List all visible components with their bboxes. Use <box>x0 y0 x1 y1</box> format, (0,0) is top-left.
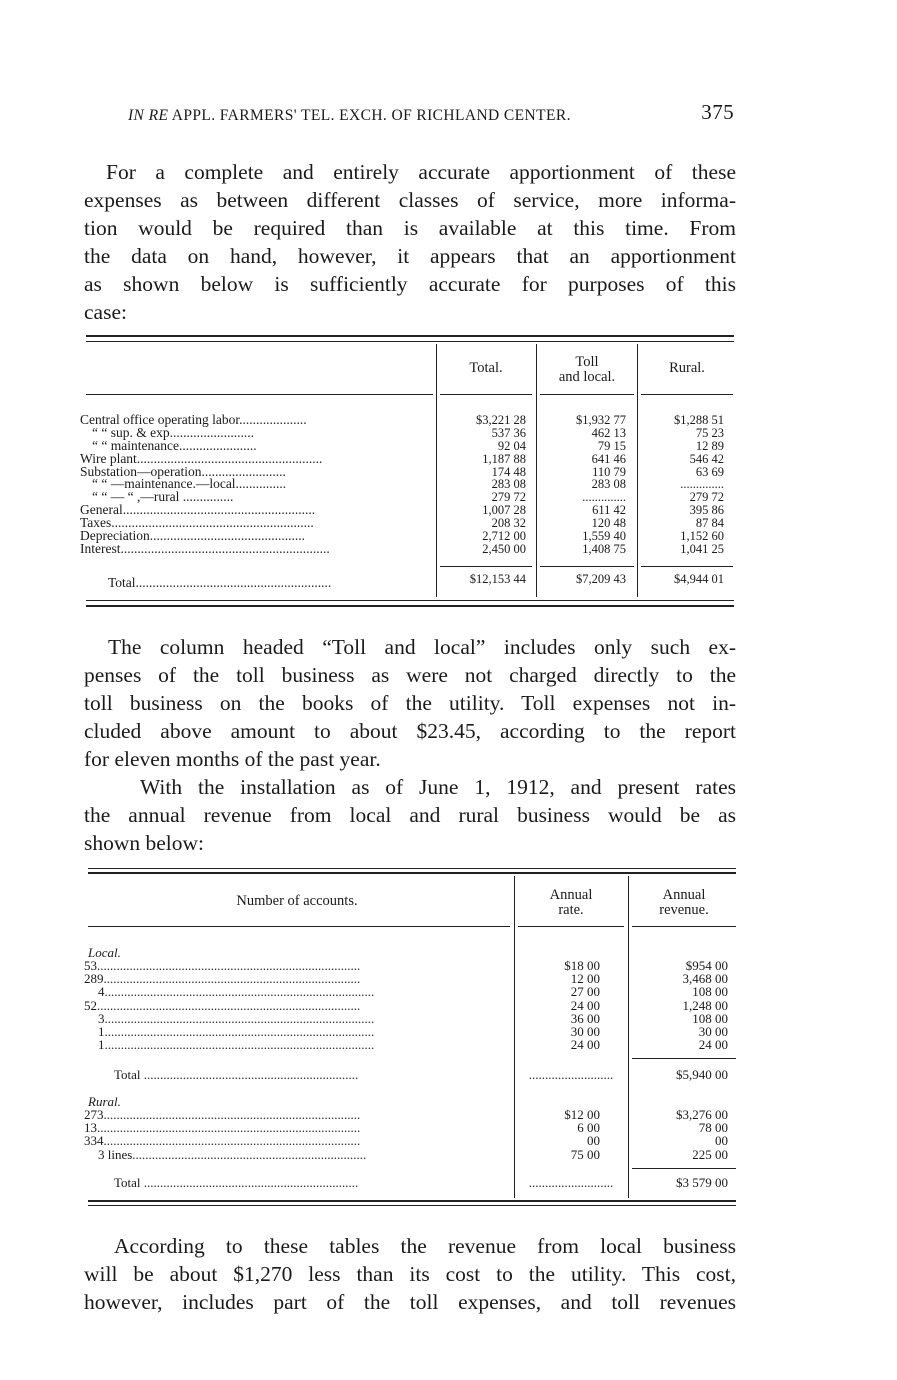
cell: 1,152 60 <box>680 529 724 544</box>
table-bottom-rule <box>86 600 734 601</box>
total-row-label: Total.......................................................... <box>108 577 332 590</box>
column-divider <box>536 344 537 597</box>
header-rate-line-2: rate. <box>558 902 584 918</box>
cell: 174 48 <box>491 464 526 479</box>
paragraph-line: tion would be required than is available at this time. From <box>84 216 736 240</box>
header-annual-rate <box>518 888 624 918</box>
local-revenues-column <box>636 959 728 1051</box>
cell: $1,932 77 <box>576 413 626 427</box>
expense-apportionment-table <box>78 330 738 620</box>
total-column <box>440 414 526 556</box>
row-label: 13................................................................................. <box>84 1120 361 1136</box>
header-revenue-line-2: revenue. <box>659 902 709 918</box>
cell: 24 00 <box>570 1037 600 1053</box>
running-title-rest: APPL. FARMERS' TEL. EXCH. OF RICHLAND CENTER. <box>171 107 571 124</box>
header-total <box>438 361 534 376</box>
cell: $1,288 51 <box>674 413 724 427</box>
cell: 1,408 75 <box>582 541 626 556</box>
local-row-labels <box>84 959 510 1051</box>
header-underline <box>641 394 733 395</box>
row-label: Interest.............................................................. <box>80 540 330 556</box>
row-label: 334............................................................................... <box>84 1133 361 1149</box>
row-label: 52................................................................................. <box>84 997 361 1013</box>
header-toll-local <box>538 355 636 385</box>
section-heading-rural: Rural. <box>88 1094 121 1109</box>
cell: 108 00 <box>692 1010 728 1026</box>
cell: 537 36 <box>491 425 526 440</box>
paragraph-line: cluded above amount to about $23.45, according to the report <box>84 719 736 743</box>
toll-local-column <box>540 414 626 556</box>
rural-total: $4,944 01 <box>674 572 724 586</box>
column-divider <box>637 344 638 597</box>
toll-local-total: $7,209 43 <box>576 572 626 586</box>
cell: 108 00 <box>692 984 728 1000</box>
cell: 6 00 <box>577 1120 600 1136</box>
paragraph-line: the data on hand, however, it appears that an apportionment <box>84 244 736 268</box>
table-bottom-rule-thin <box>88 1205 736 1206</box>
cell: $3,276 00 <box>676 1107 728 1122</box>
paragraph-4 <box>84 1232 736 1316</box>
cell: 75 00 <box>570 1146 600 1162</box>
header-total-line: Total. <box>469 360 503 376</box>
cell: 2,712 00 <box>482 529 526 544</box>
cell: 75 23 <box>695 425 724 440</box>
cell: 79 15 <box>597 438 626 453</box>
row-label: General......................................................... <box>80 502 316 518</box>
header-accounts: Number of accounts. <box>236 893 358 909</box>
revenue-table <box>82 862 738 1222</box>
paragraph-line: the annual revenue from local and rural business would be as <box>84 803 736 827</box>
cell: 546 42 <box>689 451 724 466</box>
paragraph-line: shown below: <box>84 831 205 855</box>
header-toll-line-1: Toll <box>575 354 599 370</box>
cell: 208 32 <box>491 516 526 531</box>
cell: 225 00 <box>692 1146 728 1162</box>
paragraph-line: toll business on the books of the utility. Toll expenses not in- <box>84 691 736 715</box>
row-label: 3................................................................................... <box>98 1010 375 1026</box>
cell: 1,187 88 <box>482 451 526 466</box>
page-number: 375 <box>701 100 734 124</box>
column-divider <box>628 876 629 1198</box>
sum-rule <box>440 566 532 567</box>
cell: 462 13 <box>591 425 626 440</box>
cell: 00 <box>587 1133 600 1149</box>
row-label: “ “ maintenance....................... <box>92 437 257 453</box>
paragraph-line: penses of the toll business as were not charged directly to the <box>84 663 736 687</box>
table-bottom-rule <box>88 1200 736 1202</box>
row-label: Wire plant....................................................... <box>80 450 323 466</box>
cell: 279 72 <box>689 490 724 505</box>
cell: 24 00 <box>570 997 600 1013</box>
cell: 27 00 <box>570 984 600 1000</box>
row-label: 4................................................................................... <box>98 984 375 1000</box>
row-label: Taxes............................................................ <box>80 515 314 531</box>
row-label: “ “ —maintenance.—local............... <box>92 476 287 492</box>
table-top-rule-thin <box>86 341 734 342</box>
row-label: 53................................................................................. <box>84 959 361 973</box>
header-underline <box>540 394 634 395</box>
cell: $18 00 <box>564 958 600 973</box>
table-top-rule <box>86 335 734 337</box>
cell: 279 72 <box>491 490 526 505</box>
column-divider <box>436 344 437 597</box>
row-label: “ “ sup. & exp......................... <box>92 424 254 440</box>
row-label: 273............................................................................... <box>84 1108 361 1122</box>
running-header <box>128 100 734 130</box>
paragraph-3 <box>84 773 736 857</box>
paragraph-2 <box>84 633 736 773</box>
paragraph-line: For a complete and entirely accurate apportionment of these <box>106 160 736 184</box>
cell: 641 46 <box>591 451 626 466</box>
local-rates-column <box>522 959 600 1051</box>
table-bottom-rule-thick <box>86 605 734 607</box>
row-label: Depreciation.............................................. <box>80 528 305 544</box>
cell: 2,450 00 <box>482 541 526 556</box>
cell: 283 08 <box>491 477 526 492</box>
sum-rule <box>540 566 634 567</box>
cell: 3,468 00 <box>682 971 728 987</box>
cell: 12 89 <box>695 438 724 453</box>
cell: $3,221 28 <box>476 413 526 427</box>
header-underline <box>518 926 624 927</box>
local-total-label: Total .................................................................. <box>114 1068 359 1082</box>
local-total-rate: .......................... <box>528 1068 614 1082</box>
header-underline <box>632 926 736 927</box>
cell: 87 84 <box>695 516 724 531</box>
rural-revenues-column <box>636 1108 728 1161</box>
table-top-rule <box>88 872 736 874</box>
row-labels <box>80 414 434 556</box>
header-underline <box>440 394 532 395</box>
cell: 78 00 <box>698 1120 728 1136</box>
header-revenue-line-1: Annual <box>662 887 706 903</box>
cell: $12 00 <box>564 1107 600 1122</box>
cell: 110 79 <box>592 464 626 479</box>
paragraph-line: expenses as between different classes of service, more informa- <box>84 188 736 212</box>
header-annual-revenue <box>632 888 736 918</box>
cell: $954 00 <box>685 958 728 973</box>
paragraph-line: With the installation as of June 1, 1912, and present rates <box>140 775 736 799</box>
cell: 1,041 25 <box>680 541 724 556</box>
running-title-italic: IN RE <box>128 107 169 124</box>
rural-total-revenue: $3 579 00 <box>676 1175 728 1190</box>
rural-row-labels <box>84 1108 510 1161</box>
row-label: 1................................................................................... <box>98 1023 375 1039</box>
cell: 1,007 28 <box>482 503 526 518</box>
rural-column <box>640 414 724 556</box>
running-title <box>128 107 571 125</box>
cell: 611 42 <box>592 503 626 518</box>
section-heading-local: Local. <box>88 945 121 960</box>
table-top-rule-thin <box>88 868 736 869</box>
header-toll-line-2: and local. <box>558 369 616 385</box>
cell: 24 00 <box>698 1037 728 1053</box>
row-label: 289............................................................................... <box>84 971 361 987</box>
row-label: 1................................................................................... <box>98 1037 375 1052</box>
cell: 1,559 40 <box>582 529 626 544</box>
column-divider <box>514 876 515 1198</box>
cell: .............. <box>582 490 626 505</box>
cell: .............. <box>680 477 724 492</box>
cell: 12 00 <box>570 971 600 987</box>
cell: 395 86 <box>689 503 724 518</box>
cell: 1,248 00 <box>682 997 728 1013</box>
paragraph-line: According to these tables the revenue from local business <box>114 1234 736 1258</box>
header-rate-line-1: Annual <box>549 887 593 903</box>
paragraph-line: as shown below is sufficiently accurate for purposes of this <box>84 272 736 296</box>
paragraph-line: The column headed “Toll and local” includes only such ex- <box>108 635 736 659</box>
cell: 36 00 <box>570 1010 600 1026</box>
grand-total: $12,153 44 <box>469 572 526 586</box>
cell: 00 <box>715 1133 728 1149</box>
paragraph-line: case: <box>84 300 127 324</box>
paragraph-line: however, includes part of the toll expenses, and toll revenues <box>84 1290 736 1314</box>
sum-rule <box>641 566 733 567</box>
rural-total-rate: .......................... <box>528 1176 614 1190</box>
rural-total-label: Total .................................................................. <box>114 1176 359 1190</box>
header-rural-line: Rural. <box>669 360 705 376</box>
row-label: Central office operating labor.................... <box>80 414 307 427</box>
cell: 63 69 <box>695 464 724 479</box>
rural-rates-column <box>522 1108 600 1161</box>
local-total-revenue: $5,940 00 <box>676 1067 728 1082</box>
row-label: “ “ — “ ,—rural ............... <box>92 489 234 505</box>
cell: 92 04 <box>497 438 526 453</box>
cell: 283 08 <box>591 477 626 492</box>
row-label: Substation—operation......................... <box>80 463 286 479</box>
cell: 120 48 <box>591 516 626 531</box>
cell: 30 00 <box>698 1023 728 1039</box>
header-rural <box>639 361 735 376</box>
paragraph-line: will be about $1,270 less than its cost to the utility. This cost, <box>84 1262 736 1286</box>
row-label: 3 lines........................................................................ <box>98 1146 367 1161</box>
paragraph-1 <box>84 158 736 326</box>
sum-rule <box>632 1168 736 1169</box>
header-underline <box>88 926 510 927</box>
sum-rule <box>632 1058 736 1059</box>
header-underline <box>86 394 433 395</box>
paragraph-line: for eleven months of the past year. <box>84 747 381 771</box>
cell: 30 00 <box>570 1023 600 1039</box>
